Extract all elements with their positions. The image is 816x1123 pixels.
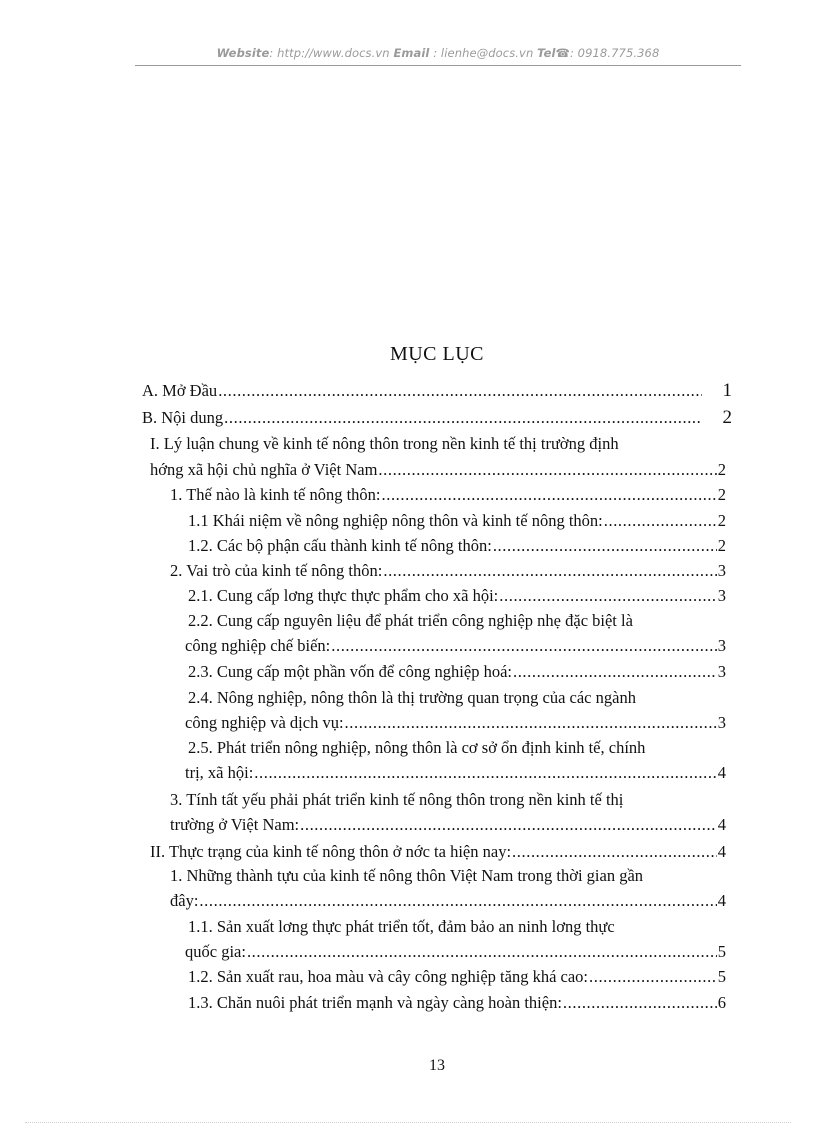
toc-entry-text: trường ở Việt Nam:: [170, 815, 300, 834]
toc-entry: [142, 407, 732, 429]
toc-entry-page: 4: [717, 842, 726, 861]
toc-entry-text: I. Lý luận chung về kinh tế nông thôn trong nền kinh tế thị trường định: [150, 434, 619, 453]
toc-entry-page: 3: [717, 586, 726, 605]
toc-entry: [170, 891, 726, 911]
toc-leader-dots: [254, 763, 716, 783]
toc-entry-text: 2.2. Cung cấp nguyên liệu để phát triển công nghiệp nhẹ đặc biệt là: [188, 611, 633, 630]
toc-entry-text: 1.3. Chăn nuôi phát triển mạnh và ngày càng hoàn thiện:: [188, 993, 562, 1012]
toc-entry-text: hớng xã hội chủ nghĩa ở Việt Nam: [150, 460, 378, 479]
toc-entry: [185, 942, 726, 962]
toc-entry-text: 2.5. Phát triển nông nghiệp, nông thôn là cơ sở ổn định kinh tế, chính: [188, 738, 646, 757]
toc-leader-dots: [224, 408, 701, 428]
email-value: : lienhe@docs.vn: [433, 46, 534, 60]
toc-leader-dots: [378, 460, 716, 480]
toc-entry-text: 1.2. Các bộ phận cấu thành kinh tế nông thôn:: [188, 536, 492, 555]
toc-entry-text: 3. Tính tất yếu phải phát triển kinh tế nông thôn trong nền kinh tế thị: [170, 790, 624, 809]
page-number: 13: [429, 1057, 445, 1074]
toc-leader-dots: [247, 942, 717, 962]
toc-entry-text: 2.3. Cung cấp một phần vốn để công nghiệp hoá:: [188, 662, 512, 681]
toc-title: MỤC LỤC: [389, 343, 485, 365]
toc-entry-text: 1.1. Sản xuất lơng thực phát triển tốt, đảm bảo an ninh lơng thực: [188, 917, 615, 936]
toc-leader-dots: [331, 636, 717, 656]
toc-entry: [188, 993, 726, 1013]
toc-entry-page: 2: [717, 460, 726, 479]
toc-leader-dots: [493, 536, 717, 556]
toc-entry-page: 5: [717, 967, 726, 986]
toc-entry-page: 3: [717, 713, 726, 732]
toc-leader-dots: [604, 511, 717, 531]
toc-leader-dots: [589, 967, 717, 987]
toc-entry-page: 1: [722, 380, 732, 401]
toc-entry-text: 2.4. Nông nghiệp, nông thôn là thị trường quan trọng của các ngành: [188, 688, 636, 707]
toc-entry-text: 2.1. Cung cấp lơng thực thực phẩm cho xã hội:: [188, 586, 499, 605]
toc-entry: [188, 586, 726, 606]
toc-entry: [185, 763, 726, 783]
toc-entry-text: 2. Vai trò của kinh tế nông thôn:: [170, 561, 383, 580]
toc-leader-dots: [512, 842, 717, 862]
website-label: Website: [216, 46, 270, 60]
toc-entry-text: công nghiệp chế biến:: [185, 636, 331, 655]
toc-entry: [150, 842, 726, 862]
toc-entry-page: 4: [717, 815, 726, 834]
toc-entry-page: 4: [717, 763, 726, 782]
toc-entry: [150, 460, 726, 480]
toc-entry: [185, 636, 726, 656]
toc-entry-text: đây:: [170, 891, 199, 910]
toc-entry-text: B. Nội dung: [142, 408, 224, 427]
tel-label: Tel: [537, 46, 556, 60]
toc-leader-dots: [218, 381, 701, 401]
toc-entry-page: 6: [717, 993, 726, 1012]
toc-entry-page: 3: [717, 636, 726, 655]
toc-entry: [170, 561, 726, 581]
toc-entry-page: 2: [722, 407, 732, 428]
toc-entry-page: 3: [717, 561, 726, 580]
toc-leader-dots: [383, 561, 716, 581]
toc-entry: [142, 380, 732, 402]
toc-entry-text: quốc gia:: [185, 942, 246, 961]
toc-entry: [188, 536, 726, 556]
toc-entry-text: trị, xã hội:: [185, 763, 254, 782]
toc-entry: [185, 713, 726, 733]
toc-entry-text: 1.2. Sản xuất rau, hoa màu và cây công nghiệp tăng khá cao:: [188, 967, 588, 986]
toc-leader-dots: [499, 586, 716, 606]
toc-leader-dots: [345, 713, 717, 733]
toc-entry: [188, 967, 726, 987]
toc-entry-text: công nghiệp và dịch vụ:: [185, 713, 344, 732]
toc-entry-text: 1.1 Khái niệm về nông nghiệp nông thôn và kinh tế nông thôn:: [188, 511, 603, 530]
toc-entry-page: 4: [717, 891, 726, 910]
toc-entry: [188, 662, 726, 682]
toc-entry-text: 1. Những thành tựu của kinh tế nông thôn Việt Nam trong thời gian gần: [170, 866, 644, 885]
toc-entry-page: 2: [717, 536, 726, 555]
toc-entry-page: 5: [717, 942, 726, 961]
tel-value: ☎: 0918.775.368: [555, 46, 660, 60]
toc-leader-dots: [199, 891, 716, 911]
toc-entry: [170, 485, 726, 505]
toc-leader-dots: [513, 662, 717, 682]
toc-entry-text: II. Thực trạng của kinh tế nông thôn ở nớc ta hiện nay:: [150, 842, 512, 861]
toc-entry-text: 1. Thế nào là kinh tế nông thôn:: [170, 485, 381, 504]
toc-entry: [188, 511, 726, 531]
toc-entry-page: 2: [717, 511, 726, 530]
toc-entry-page: 2: [717, 485, 726, 504]
toc-entry-text: A. Mở Đầu: [142, 381, 218, 400]
website-value: : http://www.docs.vn: [269, 46, 390, 60]
email-label: Email: [393, 46, 430, 60]
toc-entry: [170, 815, 726, 835]
toc-leader-dots: [300, 815, 717, 835]
toc-leader-dots: [563, 993, 717, 1013]
toc-leader-dots: [382, 485, 717, 505]
toc-entry-page: 3: [717, 662, 726, 681]
